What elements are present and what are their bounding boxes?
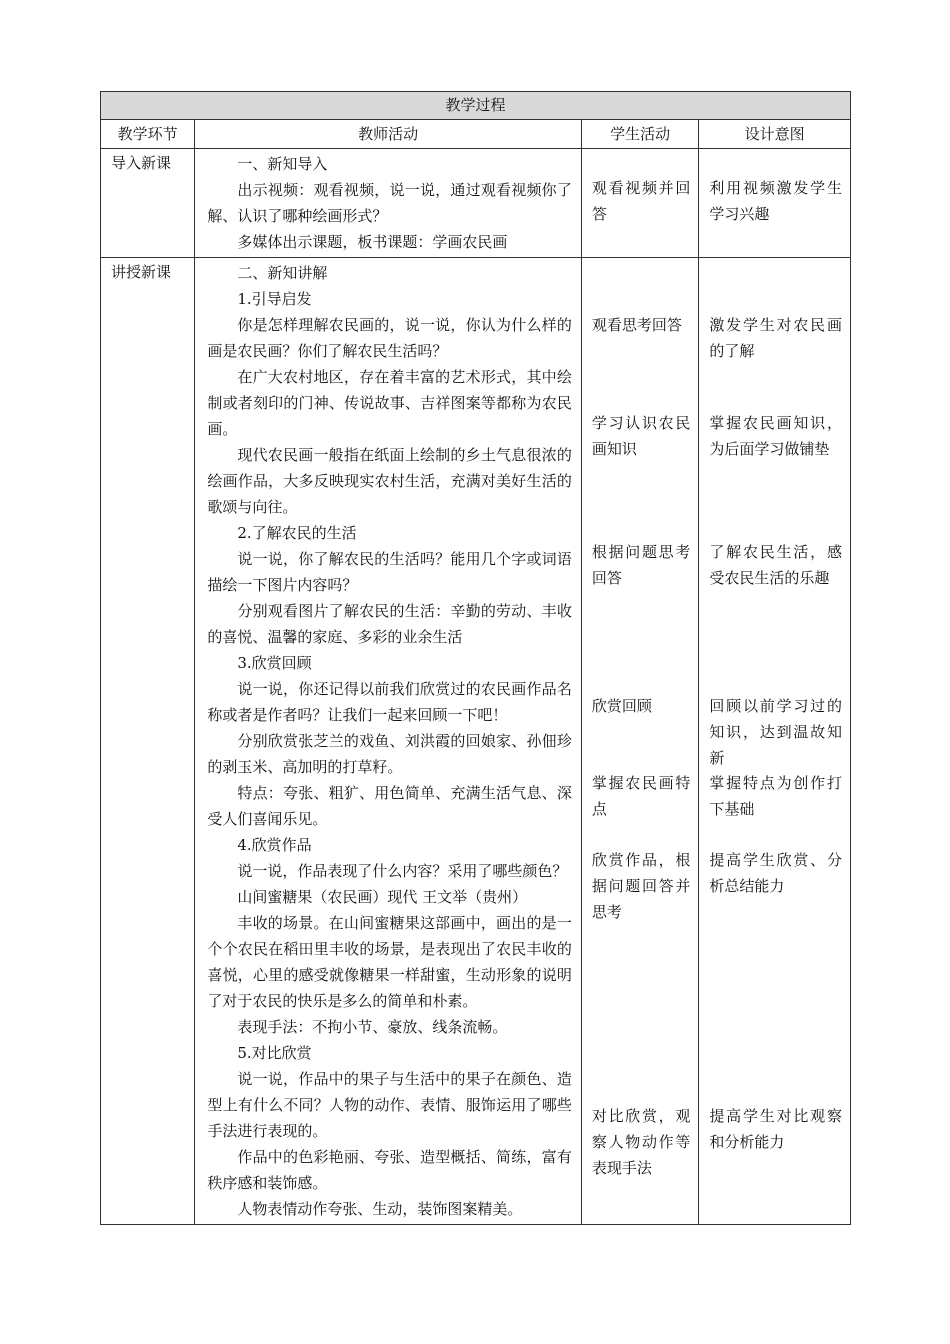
teacher-heading: 1.引导启发 <box>237 290 312 308</box>
intent-note: 掌握特点为创作打下基础 <box>709 774 842 818</box>
stage-cell: 讲授新课 <box>101 258 195 1225</box>
teacher-line: 现代农民画一般指在纸面上绘制的乡土气息很浓的绘画作品，大多反映现实农村生活，充满对美好生活的歌颂与向往。 <box>207 446 572 516</box>
teacher-heading: 4.欣赏作品 <box>237 836 312 854</box>
intent-note: 回顾以前学习过的知识，达到温故知新 <box>709 697 842 767</box>
intent-note: 提高学生对比观察和分析能力 <box>709 1107 842 1151</box>
stage-cell: 导入新课 <box>101 149 195 258</box>
teacher-line: 一、新知导入 <box>237 155 328 173</box>
student-note: 学习认识农民画知识 <box>591 414 691 458</box>
teacher-line: 出示视频：观看视频，说一说，通过观看视频你了解、认识了哪种绘画形式？ <box>207 181 572 225</box>
intent-note: 利用视频激发学生学习兴趣 <box>709 179 842 223</box>
header-intent: 设计意图 <box>699 120 851 149</box>
teacher-line: 分别欣赏张芝兰的戏鱼、刘洪霞的回娘家、孙佃珍的剥玉米、高加明的打草籽。 <box>207 732 572 776</box>
teacher-line: 丰收的场景。在山间蜜糖果这部画中，画出的是一个个农民在稻田里丰收的场景，是表现出了农民丰收的喜悦，心里的感受就像糖果一样甜蜜，生动形象的说明了对于农民的快乐是多么的简单和朴素。 <box>207 914 572 1010</box>
table-row <box>101 149 851 258</box>
teacher-line: 特点：夸张、粗犷、用色简单、充满生活气息、深受人们喜闻乐见。 <box>207 784 572 828</box>
intent-note: 激发学生对农民画的了解 <box>709 316 842 360</box>
teacher-line: 你是怎样理解农民画的，说一说，你认为什么样的画是农民画？你们了解农民生活吗？ <box>207 316 572 360</box>
intent-note: 了解农民生活，感受农民生活的乐趣 <box>709 543 842 587</box>
intent-cell <box>699 258 851 1225</box>
header-teacher: 教师活动 <box>195 120 582 149</box>
teacher-line: 分别观看图片了解农民的生活：辛勤的劳动、丰收的喜悦、温馨的家庭、多彩的业余生活 <box>207 602 572 646</box>
teacher-heading: 3.欣赏回顾 <box>237 654 312 672</box>
teacher-activity-cell <box>195 149 582 258</box>
table-row <box>101 258 851 1225</box>
teacher-line: 说一说，作品中的果子与生活中的果子在颜色、造型上有什么不同？人物的动作、表情、服饰运用了哪些手法进行表现的。 <box>207 1070 572 1140</box>
header-row <box>101 120 851 149</box>
teacher-line: 说一说，作品表现了什么内容？采用了哪些颜色？ <box>237 862 568 880</box>
intent-note: 掌握农民画知识，为后面学习做铺垫 <box>709 414 842 458</box>
student-note: 观看视频并回答 <box>591 179 691 223</box>
teacher-line: 表现手法：不拘小节、豪放、线条流畅。 <box>237 1018 508 1036</box>
teacher-line: 在广大农村地区，存在着丰富的艺术形式，其中绘制或者刻印的门神、传说故事、吉祥图案等都称为农民画。 <box>207 368 572 438</box>
student-note: 对比欣赏，观察人物动作等表现手法 <box>591 1107 691 1177</box>
teacher-heading: 二、新知讲解 <box>237 264 328 282</box>
student-note: 根据问题思考回答 <box>591 543 691 587</box>
student-activity-cell <box>581 149 698 258</box>
intent-note: 提高学生欣赏、分析总结能力 <box>709 851 842 895</box>
teacher-heading: 5.对比欣赏 <box>237 1044 312 1062</box>
teaching-process-table <box>100 91 851 1225</box>
intent-cell <box>699 149 851 258</box>
table-title: 教学过程 <box>101 92 851 120</box>
teacher-line: 山间蜜糖果（农民画）现代 王文举（贵州） <box>237 888 528 906</box>
teacher-line: 作品中的色彩艳丽、夸张、造型概括、简练，富有秩序感和装饰感。 <box>207 1148 572 1192</box>
student-note: 观看思考回答 <box>591 316 682 334</box>
teacher-line: 说一说，你还记得以前我们欣赏过的农民画作品名称或者是作者吗？让我们一起来回顾一下吧！ <box>207 680 572 724</box>
teacher-line: 人物表情动作夸张、生动，装饰图案精美。 <box>237 1200 523 1218</box>
student-activity-cell <box>581 258 698 1225</box>
teacher-line: 多媒体出示课题，板书课题：学画农民画 <box>237 233 508 251</box>
student-note: 掌握农民画特点 <box>591 774 691 818</box>
teacher-activity-cell <box>195 258 582 1225</box>
teacher-line: 说一说，你了解农民的生活吗？能用几个字或词语描绘一下图片内容吗？ <box>207 550 572 594</box>
student-note: 欣赏作品，根据问题回答并思考 <box>591 851 691 921</box>
header-stage: 教学环节 <box>101 120 195 149</box>
student-note: 欣赏回顾 <box>591 697 652 715</box>
teacher-heading: 2.了解农民的生活 <box>237 524 357 542</box>
header-student: 学生活动 <box>581 120 698 149</box>
